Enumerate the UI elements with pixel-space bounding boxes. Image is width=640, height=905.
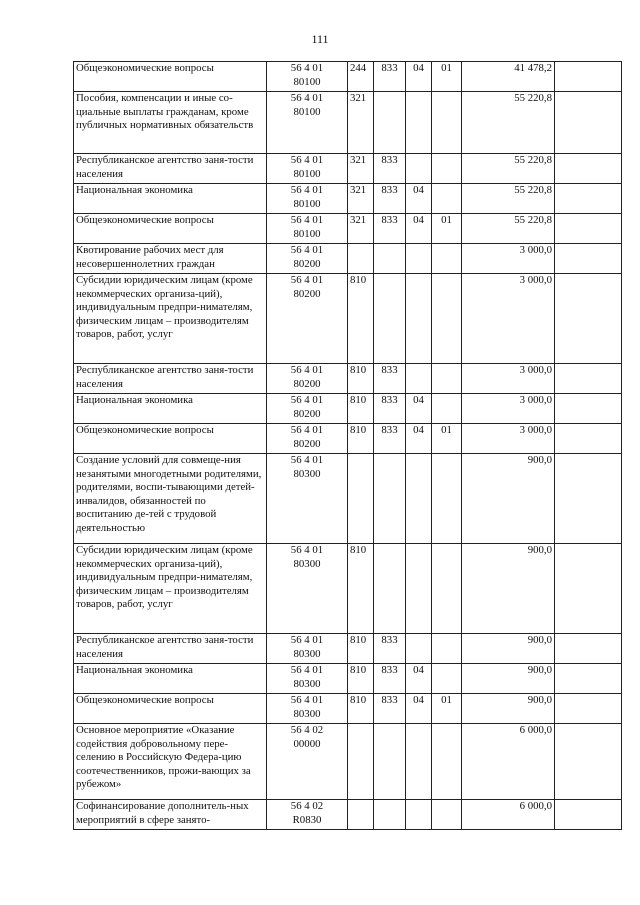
item-name-cell: Общеэкономические вопросы: [74, 214, 267, 244]
budget-table: [73, 61, 622, 830]
table-row: [74, 62, 622, 92]
extra-cell: [555, 274, 622, 364]
administrator-code-cell: 833: [374, 424, 406, 454]
target-article-part: 56 4 01: [290, 184, 324, 196]
subsection-cell: [432, 724, 462, 800]
target-article-cell: [267, 92, 348, 154]
amount-cell: 900,0: [462, 454, 555, 544]
amount-cell: 41 478,2: [462, 62, 555, 92]
target-article-part: 56 4 01: [290, 92, 324, 104]
item-name-cell: Субсидии юридическим лицам (кроме некоммерческих организа-ций), индивидуальным предпри-нимателям, физическим лицам – производителям товаров, работ, услуг: [74, 274, 267, 364]
section-cell: [406, 154, 432, 184]
amount-cell: 55 220,8: [462, 214, 555, 244]
target-article-cell: [267, 544, 348, 634]
table-row: [74, 664, 622, 694]
subsection-cell: [432, 154, 462, 184]
subsection-cell: 01: [432, 62, 462, 92]
extra-cell: [555, 214, 622, 244]
item-name-cell: Национальная экономика: [74, 664, 267, 694]
expense-type-cell: 321: [348, 184, 374, 214]
item-name-cell: Республиканское агентство заня-тости населения: [74, 364, 267, 394]
target-article-part: 56 4 01: [290, 424, 324, 436]
administrator-code-cell: 833: [374, 634, 406, 664]
target-article-part: 80300: [293, 707, 321, 720]
item-name-cell: Общеэкономические вопросы: [74, 694, 267, 724]
section-cell: [406, 724, 432, 800]
administrator-code-cell: 833: [374, 184, 406, 214]
target-article-part: 56 4 01: [290, 694, 324, 706]
target-article-cell: [267, 214, 348, 244]
extra-cell: [555, 424, 622, 454]
expense-type-cell: [348, 454, 374, 544]
target-article-part: 56 4 02: [290, 800, 324, 812]
amount-cell: 6 000,0: [462, 800, 555, 830]
target-article-cell: [267, 800, 348, 830]
amount-cell: 900,0: [462, 544, 555, 634]
target-article-part: 80200: [293, 437, 321, 450]
section-cell: 04: [406, 664, 432, 694]
extra-cell: [555, 724, 622, 800]
table-row: [74, 724, 622, 800]
item-name-cell: Субсидии юридическим лицам (кроме некоммерческих организа-ций), индивидуальным предпри-нимателям, физическим лицам – производителям товаров, работ, услуг: [74, 544, 267, 634]
item-name-cell: Квотирование рабочих мест для несовершеннолетних граждан: [74, 244, 267, 274]
table-row: [74, 154, 622, 184]
target-article-part: 80200: [293, 407, 321, 420]
expense-type-cell: 810: [348, 634, 374, 664]
target-article-part: 56 4 01: [290, 274, 324, 286]
item-name-cell: Национальная экономика: [74, 394, 267, 424]
administrator-code-cell: [374, 800, 406, 830]
extra-cell: [555, 394, 622, 424]
table-row: [74, 800, 622, 830]
target-article-part: 56 4 01: [290, 62, 324, 74]
extra-cell: [555, 454, 622, 544]
expense-type-cell: 810: [348, 694, 374, 724]
target-article-cell: [267, 634, 348, 664]
amount-cell: 3 000,0: [462, 394, 555, 424]
section-cell: [406, 274, 432, 364]
subsection-cell: [432, 274, 462, 364]
section-cell: [406, 544, 432, 634]
expense-type-cell: [348, 800, 374, 830]
target-article-part: 80200: [293, 287, 321, 300]
target-article-part: R0830: [292, 813, 322, 826]
target-article-cell: [267, 454, 348, 544]
subsection-cell: 01: [432, 694, 462, 724]
section-cell: 04: [406, 184, 432, 214]
target-article-cell: [267, 664, 348, 694]
section-cell: [406, 244, 432, 274]
administrator-code-cell: [374, 454, 406, 544]
target-article-part: 80300: [293, 467, 321, 480]
target-article-cell: [267, 424, 348, 454]
section-cell: 04: [406, 694, 432, 724]
table-row: [74, 694, 622, 724]
target-article-part: 56 4 01: [290, 394, 324, 406]
administrator-code-cell: [374, 244, 406, 274]
target-article-cell: [267, 184, 348, 214]
expense-type-cell: [348, 244, 374, 274]
section-cell: 04: [406, 62, 432, 92]
table-row: [74, 364, 622, 394]
item-name-cell: Создание условий для совмеще-ния незанятыми многодетными родителями, родителями, воспи-тывающими детей-инвалидов, обязанностей по воспитанию де-тей с трудовой деятельностью: [74, 454, 267, 544]
extra-cell: [555, 364, 622, 394]
table-row: [74, 634, 622, 664]
table-body: [74, 62, 622, 830]
target-article-part: 80100: [293, 167, 321, 180]
target-article-part: 56 4 01: [290, 214, 324, 226]
item-name-cell: Основное мероприятие «Оказание содействия добровольному пере-селению в Российскую Федера-цию соотечественников, прожи-вающих за рубежом»: [74, 724, 267, 800]
item-name-cell: Общеэкономические вопросы: [74, 424, 267, 454]
amount-cell: 3 000,0: [462, 274, 555, 364]
expense-type-cell: 810: [348, 664, 374, 694]
subsection-cell: [432, 184, 462, 214]
amount-cell: 6 000,0: [462, 724, 555, 800]
target-article-part: 56 4 01: [290, 154, 324, 166]
table-row: [74, 424, 622, 454]
section-cell: [406, 92, 432, 154]
section-cell: 04: [406, 214, 432, 244]
extra-cell: [555, 154, 622, 184]
expense-type-cell: 321: [348, 154, 374, 184]
item-name-cell: Софинансирование дополнитель-ных мероприятий в сфере занято-: [74, 800, 267, 830]
administrator-code-cell: [374, 544, 406, 634]
target-article-part: 56 4 01: [290, 634, 324, 646]
expense-type-cell: 810: [348, 364, 374, 394]
amount-cell: 55 220,8: [462, 92, 555, 154]
section-cell: [406, 634, 432, 664]
target-article-part: 80300: [293, 647, 321, 660]
subsection-cell: 01: [432, 214, 462, 244]
subsection-cell: [432, 92, 462, 154]
extra-cell: [555, 800, 622, 830]
administrator-code-cell: [374, 724, 406, 800]
administrator-code-cell: [374, 274, 406, 364]
table-row: [74, 544, 622, 634]
extra-cell: [555, 184, 622, 214]
target-article-cell: [267, 724, 348, 800]
target-article-part: 00000: [293, 737, 321, 750]
amount-cell: 900,0: [462, 694, 555, 724]
expense-type-cell: 244: [348, 62, 374, 92]
expense-type-cell: 810: [348, 394, 374, 424]
amount-cell: 55 220,8: [462, 184, 555, 214]
expense-type-cell: [348, 724, 374, 800]
target-article-part: 80200: [293, 377, 321, 390]
administrator-code-cell: 833: [374, 214, 406, 244]
amount-cell: 900,0: [462, 664, 555, 694]
administrator-code-cell: 833: [374, 364, 406, 394]
extra-cell: [555, 244, 622, 274]
item-name-cell: Республиканское агентство заня-тости населения: [74, 634, 267, 664]
target-article-cell: [267, 154, 348, 184]
target-article-part: 80100: [293, 227, 321, 240]
target-article-cell: [267, 244, 348, 274]
target-article-part: 80100: [293, 75, 321, 88]
administrator-code-cell: 833: [374, 664, 406, 694]
subsection-cell: [432, 800, 462, 830]
extra-cell: [555, 92, 622, 154]
subsection-cell: [432, 454, 462, 544]
section-cell: 04: [406, 424, 432, 454]
item-name-cell: Национальная экономика: [74, 184, 267, 214]
subsection-cell: 01: [432, 424, 462, 454]
section-cell: [406, 364, 432, 394]
target-article-cell: [267, 394, 348, 424]
expense-type-cell: 810: [348, 424, 374, 454]
extra-cell: [555, 634, 622, 664]
target-article-part: 80100: [293, 105, 321, 118]
target-article-cell: [267, 62, 348, 92]
subsection-cell: [432, 544, 462, 634]
administrator-code-cell: [374, 92, 406, 154]
target-article-cell: [267, 274, 348, 364]
amount-cell: 900,0: [462, 634, 555, 664]
table-row: [74, 214, 622, 244]
subsection-cell: [432, 364, 462, 394]
table-row: [74, 92, 622, 154]
extra-cell: [555, 664, 622, 694]
expense-type-cell: 810: [348, 544, 374, 634]
amount-cell: 55 220,8: [462, 154, 555, 184]
table-row: [74, 184, 622, 214]
administrator-code-cell: 833: [374, 694, 406, 724]
item-name-cell: Пособия, компенсации и иные со-циальные выплаты гражданам, кроме публичных нормативных обязательств: [74, 92, 267, 154]
amount-cell: 3 000,0: [462, 364, 555, 394]
section-cell: [406, 454, 432, 544]
amount-cell: 3 000,0: [462, 244, 555, 274]
item-name-cell: Общеэкономические вопросы: [74, 62, 267, 92]
extra-cell: [555, 544, 622, 634]
table-row: [74, 454, 622, 544]
target-article-part: 56 4 02: [290, 724, 324, 736]
extra-cell: [555, 62, 622, 92]
target-article-part: 80300: [293, 677, 321, 690]
administrator-code-cell: 833: [374, 394, 406, 424]
target-article-cell: [267, 364, 348, 394]
expense-type-cell: 810: [348, 274, 374, 364]
amount-cell: 3 000,0: [462, 424, 555, 454]
table-row: [74, 244, 622, 274]
page-number: 111: [311, 32, 329, 46]
table-row: [74, 394, 622, 424]
target-article-cell: [267, 694, 348, 724]
target-article-part: 56 4 01: [290, 244, 324, 256]
table-row: [74, 274, 622, 364]
administrator-code-cell: 833: [374, 154, 406, 184]
item-name-cell: Республиканское агентство заня-тости населения: [74, 154, 267, 184]
target-article-part: 56 4 01: [290, 454, 324, 466]
subsection-cell: [432, 244, 462, 274]
section-cell: 04: [406, 394, 432, 424]
subsection-cell: [432, 634, 462, 664]
subsection-cell: [432, 394, 462, 424]
target-article-part: 80100: [293, 197, 321, 210]
target-article-part: 80300: [293, 557, 321, 570]
subsection-cell: [432, 664, 462, 694]
expense-type-cell: 321: [348, 92, 374, 154]
extra-cell: [555, 694, 622, 724]
target-article-part: 56 4 01: [290, 364, 324, 376]
section-cell: [406, 800, 432, 830]
target-article-part: 56 4 01: [290, 664, 324, 676]
expense-type-cell: 321: [348, 214, 374, 244]
target-article-part: 80200: [293, 257, 321, 270]
administrator-code-cell: 833: [374, 62, 406, 92]
target-article-part: 56 4 01: [290, 544, 324, 556]
